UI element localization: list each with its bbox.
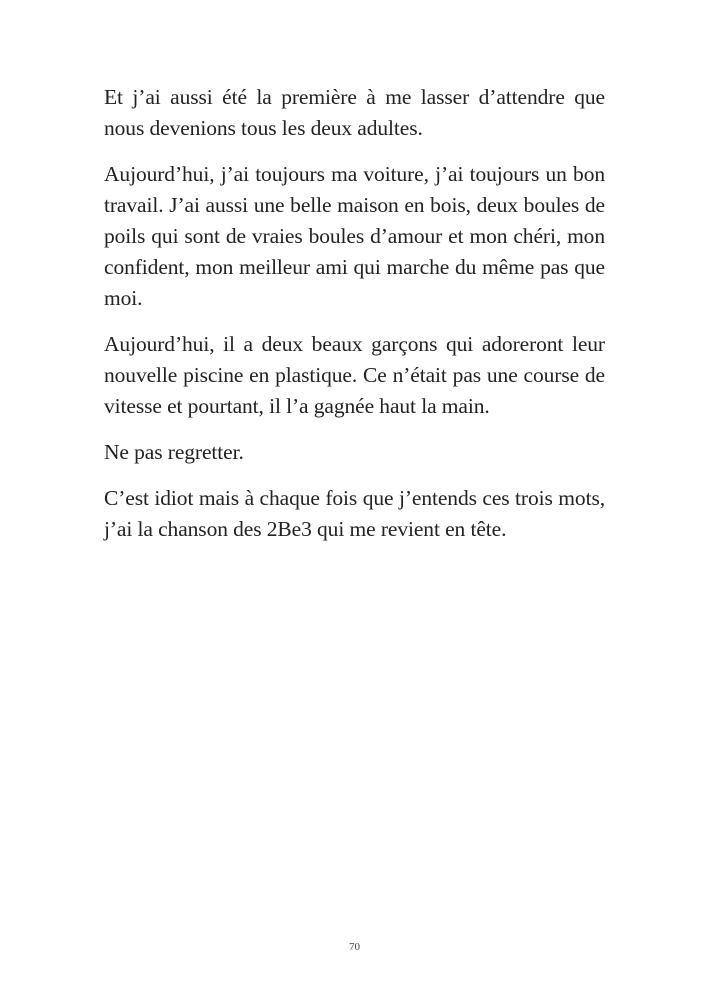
paragraph: Ne pas regretter. [104,440,244,464]
page-body [104,82,605,560]
paragraph: C’est idiot mais à chaque fois que j’entends ces trois mots, j’ai la chanson des 2Be3 qui me revient en tête. [104,486,605,541]
page-number: 70 [349,941,360,953]
paragraph: Aujourd’hui, il a deux beaux garçons qui adoreront leur nouvelle piscine en plastique. Ce n’était pas une course de vitesse et pourtant, il l’a gagnée haut la main. [104,332,605,418]
paragraph: Et j’ai aussi été la première à me lasser d’attendre que nous devenions tous les deux adultes. [104,85,605,140]
paragraph: Aujourd’hui, j’ai toujours ma voiture, j’ai toujours un bon travail. J’ai aussi une belle maison en bois, deux boules de poils qui sont de vraies boules d’amour et mon chéri, mon confident, mon meilleur ami qui marche du même pas que moi. [104,162,605,310]
